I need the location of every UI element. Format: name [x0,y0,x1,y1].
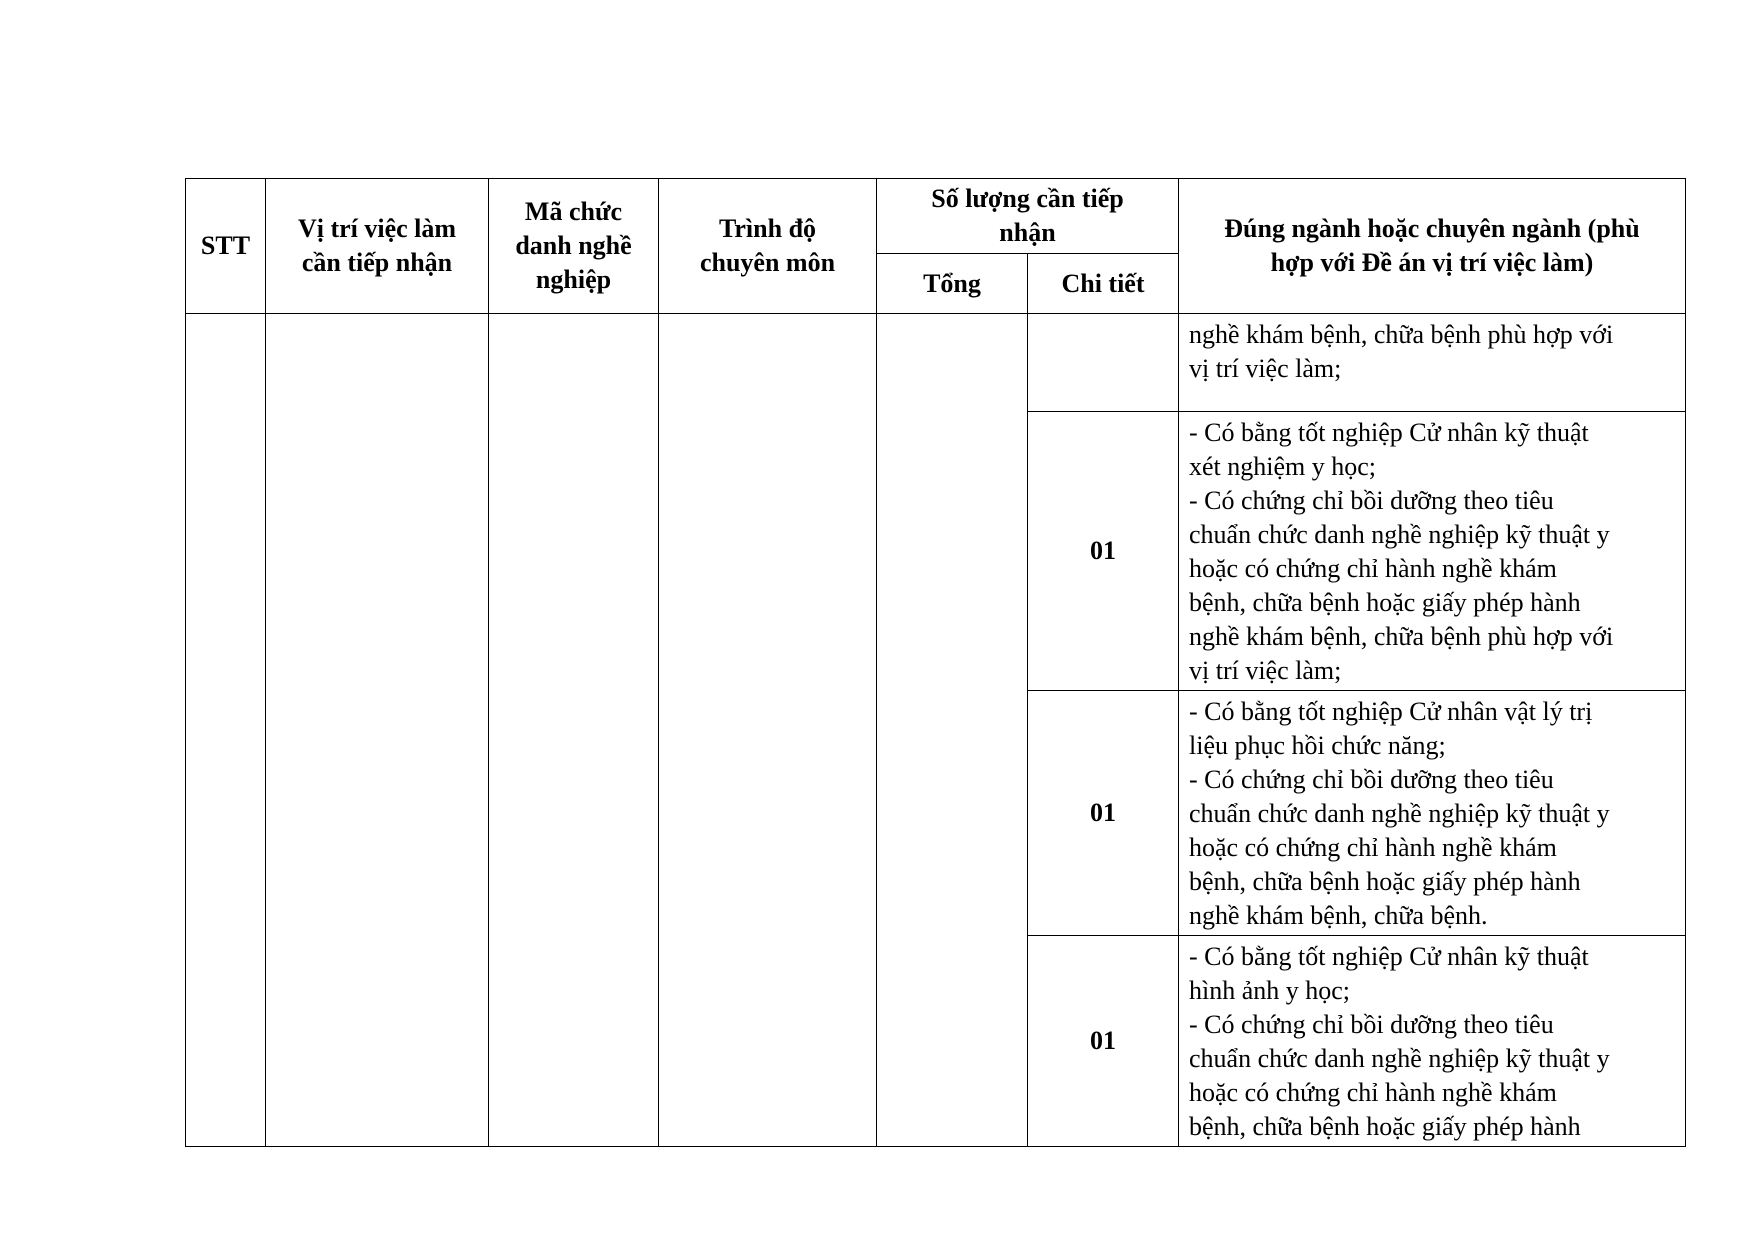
header-major: Đúng ngành hoặc chuyên ngành (phù hợp với Đề án vị trí việc làm) [1179,179,1686,314]
detail-cell [1028,314,1179,412]
requirements-cell: - Có bằng tốt nghiệp Cử nhân kỹ thuật xét nghiệm y học; - Có chứng chỉ bồi dưỡng theo tiêu chuẩn chức danh nghề nghiệp kỹ thuật y hoặc có chứng chỉ hành nghề khám bệnh, chữa bệnh hoặc giấy phép hành nghề khám bệnh, chữa bệnh phù hợp với vị trí việc làm; [1179,412,1686,691]
title-code-cell [489,314,659,1147]
requirements-cell: - Có bằng tốt nghiệp Cử nhân vật lý trị liệu phục hồi chức năng; - Có chứng chỉ bồi dưỡng theo tiêu chuẩn chức danh nghề nghiệp kỹ thuật y hoặc có chứng chỉ hành nghề khám bệnh, chữa bệnh hoặc giấy phép hành nghề khám bệnh, chữa bệnh. [1179,691,1686,936]
detail-cell: 01 [1028,412,1179,691]
requirements-cell: - Có bằng tốt nghiệp Cử nhân kỹ thuật hình ảnh y học; - Có chứng chỉ bồi dưỡng theo tiêu chuẩn chức danh nghề nghiệp kỹ thuật y hoặc có chứng chỉ hành nghề khám bệnh, chữa bệnh hoặc giấy phép hành [1179,936,1686,1147]
detail-cell: 01 [1028,691,1179,936]
recruitment-table [185,178,1686,1147]
header-title-code: Mã chức danh nghề nghiệp [489,179,659,314]
header-row-top [186,179,1686,254]
qualification-cell [659,314,877,1147]
stt-cell [186,314,266,1147]
total-cell [877,314,1028,1147]
table-row [186,314,1686,412]
header-total: Tổng [877,254,1028,314]
header-stt: STT [186,179,266,314]
header-quantity-group: Số lượng cần tiếp nhận [877,179,1179,254]
requirements-cell: nghề khám bệnh, chữa bệnh phù hợp với vị trí việc làm; [1179,314,1686,412]
detail-cell: 01 [1028,936,1179,1147]
header-qualification: Trình độ chuyên môn [659,179,877,314]
position-cell [266,314,489,1147]
header-detail: Chi tiết [1028,254,1179,314]
header-position: Vị trí việc làm cần tiếp nhận [266,179,489,314]
